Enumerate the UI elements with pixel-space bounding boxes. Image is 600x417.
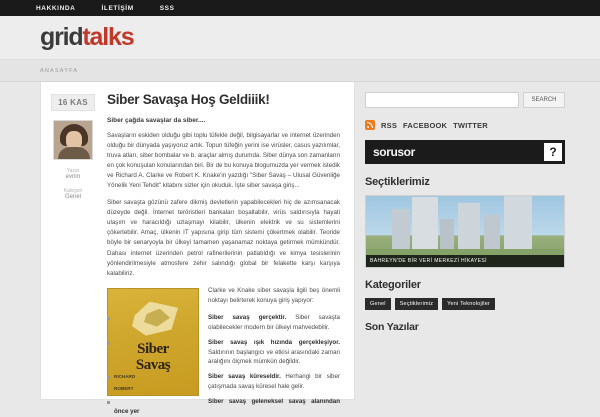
top-navigation-bar xyxy=(0,0,600,16)
author-label: Yazar xyxy=(66,168,80,174)
breadcrumb-home[interactable]: ANASAYFA xyxy=(40,67,79,74)
building-icon xyxy=(484,215,500,249)
author-name[interactable]: evrim xyxy=(65,174,81,180)
logo-text-talks: talks xyxy=(82,23,134,51)
site-logo[interactable] xyxy=(40,25,133,50)
book-author-line-1: RICHARD xyxy=(114,374,136,380)
sorusor-brand: sorusor xyxy=(373,145,415,159)
nav-hakkinda[interactable]: HAKKINDA xyxy=(36,4,76,12)
search-form xyxy=(365,92,565,108)
facebook-link[interactable]: FACEBOOK xyxy=(403,120,448,130)
site-header xyxy=(0,16,600,60)
avatar xyxy=(53,120,93,160)
bullet-bold-3: Siber savaş küreseldir. xyxy=(208,373,281,381)
building-icon xyxy=(412,197,438,249)
bullet-bold-2: Siber savaş ışık hızında gerçekleşiyor. xyxy=(208,338,340,346)
page-title: Siber Savaşa Hoş Geldiiik! xyxy=(107,92,270,107)
featured-post-thumbnail[interactable] xyxy=(365,195,565,268)
book-title-line-2: Savaş xyxy=(135,356,171,373)
logo-text-grid: grid xyxy=(40,23,83,51)
category-tag-yeni-teknolojiler[interactable]: Yeni Teknolojiler xyxy=(442,298,495,310)
list-item xyxy=(107,372,340,392)
bullet-rest-3: Herhangi bir siber çatışmada savaş küresel hale gelir. xyxy=(208,373,340,391)
article-content xyxy=(103,92,354,416)
article-paragraph-1: Savaşların eskiden olduğu gibi toplu tüfekle değil, bilgisayarlar ve internet üzerinden olduğu bir dünyada yaşıyoruz artık. Topun tüfeğin yerini ise virüsler, casus yazılımlar, truva atları, siber bombalar ve b. araçlar almış durumda. Siber dünya son zamanların en çok konuşulan konularından biri. Bir de bu konuya blogumuzda yer vermek istedik ve Richard A. Clarke ve Robert K. Knake'in yazdığı "Siber Savaş – Ulusal Güvenliğe Yönelik Yeni Tehdit" kitabını sizler için okuduk. İşte siber savaşa giriş... xyxy=(107,132,340,190)
breadcrumb xyxy=(0,60,600,82)
search-button[interactable]: SEARCH xyxy=(523,92,565,108)
category-tag-list xyxy=(365,298,565,310)
list-item xyxy=(107,313,340,333)
category-tag-sectiklerimiz[interactable]: Seçtiklerimiz xyxy=(395,298,438,310)
sidebar-heading-son-yazilar: Son Yazılar xyxy=(365,321,419,333)
building-icon xyxy=(458,203,480,249)
list-item xyxy=(107,338,340,368)
category-label: Kategori xyxy=(63,188,83,194)
building-icon xyxy=(440,219,454,249)
bullet-rest-1: Siber savaşta olabilecekler modern bir ülkeyi mahvedebilir. xyxy=(208,313,340,331)
article-lede: Siber çağda savaşlar da siber.... xyxy=(107,117,206,124)
sidebar-heading-sectiklerimiz: Seçtiklerimiz xyxy=(365,176,430,188)
building-icon xyxy=(392,209,410,249)
sidebar-section-kategoriler xyxy=(365,279,565,310)
category-name[interactable]: Genel xyxy=(64,194,81,200)
bullet-bold-1: Siber savaş gerçektir. xyxy=(208,313,287,321)
sidebar xyxy=(365,82,565,400)
nav-sss[interactable]: SSS xyxy=(159,4,175,12)
building-icon xyxy=(504,195,532,249)
search-input[interactable] xyxy=(365,92,519,108)
sidebar-section-son-yazilar xyxy=(365,321,565,333)
rss-link[interactable]: RSS xyxy=(381,120,398,130)
sorusor-banner[interactable] xyxy=(365,140,565,164)
article-card xyxy=(40,82,355,416)
article-paragraph-3: Clarke ve Knake siber savaşla ilgili beş önemli noktayı belirterek konuya giriş yapıyor: xyxy=(208,286,340,304)
book-title-line-1: Siber xyxy=(137,340,169,357)
social-links xyxy=(365,120,565,130)
page-body xyxy=(0,82,600,416)
post-meta-column xyxy=(41,92,103,399)
rss-icon[interactable] xyxy=(365,120,375,130)
sidebar-section-sectiklerimiz xyxy=(365,176,565,268)
sidebar-heading-kategoriler: Kategoriler xyxy=(365,279,421,291)
twitter-link[interactable]: TWITTER xyxy=(453,120,488,130)
question-mark-icon: ? xyxy=(544,143,562,161)
avatar-body xyxy=(58,147,90,159)
post-date: 16 KAS xyxy=(51,94,95,111)
featured-post-caption: BAHREYN'DE BİR VERİ MERKEZİ HİKAYESİ xyxy=(366,255,564,267)
article-bullet-list xyxy=(107,313,340,417)
bullet-bold-4: Siber savaş geleneksel savaş alanından önce yer xyxy=(114,398,340,416)
bullet-rest-2: Saldırının başlangıcı ve etkisi arasındaki zaman aralığını ölçmek mümkün değildir. xyxy=(208,348,340,366)
nav-iletisim[interactable]: İLETİŞİM xyxy=(101,4,134,12)
article-paragraph-2: Siber savaşta gözünü zafere dikmiş devletlerin yapabilecekleri hiç de azımsanacak düzeyde değil. İnternet teröristleri bankaları boşaltabilir, virüs saldırısıyla hayati ulaşım ve haracıldığı uzlaşmayı kilabilir, ülkenin elektrik ve su sistemlerini çökertebilir. Amaç, ülkenin IT yapısına girip tüm sistemi çökertmek olabilir. Teoride böyle bir senaryoyla bir ülkeyi tamamen yaşanamaz noktaya getirmek mümkündür. Dahası internet üzerinden petrol rafinerilerinin patlatıldığı ve kimya tesislerinin yönlendirilmesiyle atmosfere zehir salındığı global bir felakette karşı karşıya kalabiliriz. xyxy=(107,199,340,277)
list-item xyxy=(107,397,340,417)
book-author-line-3: ROBERT xyxy=(114,386,134,392)
category-tag-genel[interactable]: Genel xyxy=(365,298,391,310)
